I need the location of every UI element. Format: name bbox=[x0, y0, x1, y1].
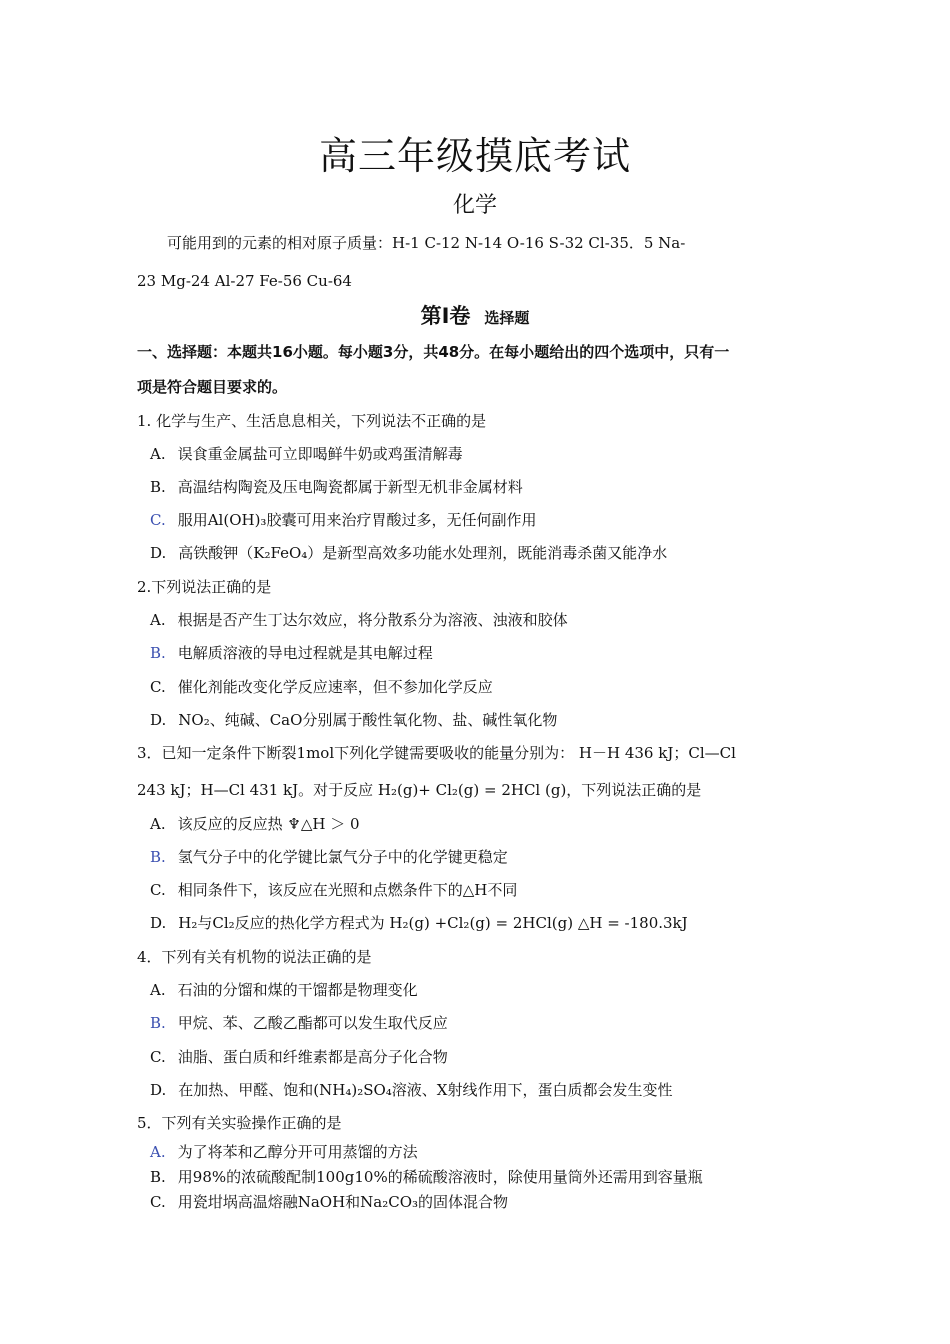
section-heading bbox=[0, 300, 950, 330]
intro-line-1: 可能用到的元素的相对原子质量：H-1 C-12 N-14 O-16 S-32 Cl-35．5 Na- bbox=[167, 234, 686, 252]
option-label: D. bbox=[150, 711, 167, 729]
option-label: C. bbox=[150, 511, 166, 529]
option-text: 氢气分子中的化学键比氯气分子中的化学键更稳定 bbox=[177, 848, 508, 866]
option-text: 油脂、蛋白质和纤维素都是高分子化合物 bbox=[177, 1048, 448, 1066]
option-label: A. bbox=[150, 611, 166, 629]
q2-option-d bbox=[150, 709, 557, 731]
option-label: B. bbox=[150, 1014, 166, 1032]
instructions-line-2: 项是符合题目要求的。 bbox=[137, 378, 288, 396]
q4-option-a bbox=[150, 979, 418, 1001]
option-text: 石油的分馏和煤的干馏都是物理变化 bbox=[177, 981, 418, 999]
option-label: C. bbox=[150, 678, 166, 696]
q1-option-b bbox=[150, 476, 523, 498]
option-label: B. bbox=[150, 644, 166, 662]
option-text: 高温结构陶瓷及压电陶瓷都属于新型无机非金属材料 bbox=[177, 478, 523, 496]
option-label: A. bbox=[150, 815, 166, 833]
page-title: 高三年级摸底考试 bbox=[318, 134, 631, 178]
q2-option-a bbox=[150, 609, 568, 631]
q2-option-b bbox=[150, 642, 433, 664]
q1-option-a bbox=[150, 443, 463, 465]
q4-option-b bbox=[150, 1012, 448, 1034]
instructions-line-1: 一、选择题：本题共16小题。每小题3分，共48分。在每小题给出的四个选项中，只有一 bbox=[137, 343, 730, 361]
q3-option-b bbox=[150, 846, 508, 868]
q2-option-c bbox=[150, 676, 493, 698]
option-label: C. bbox=[150, 1193, 166, 1211]
option-label: A. bbox=[150, 445, 166, 463]
option-text: 该反应的反应热 ♆△H ＞ 0 bbox=[177, 815, 360, 833]
option-label: C. bbox=[150, 881, 166, 899]
question-3-stem-2: 243 kJ；H—Cl 431 kJ。对于反应 H₂(g)+ Cl₂(g) = 2HCl (g)，下列说法正确的是 bbox=[137, 781, 702, 799]
option-label: C. bbox=[150, 1048, 166, 1066]
option-label: D. bbox=[150, 1081, 167, 1099]
question-5-stem: 5．下列有关实验操作正确的是 bbox=[137, 1114, 342, 1132]
option-label: B. bbox=[150, 1168, 166, 1186]
option-text: 为了将苯和乙醇分开可用蒸馏的方法 bbox=[177, 1143, 418, 1161]
question-2-stem: 2.下列说法正确的是 bbox=[137, 578, 272, 596]
q3-option-d bbox=[150, 912, 688, 934]
option-text: H₂与Cl₂反应的热化学方程式为 H₂(g) +Cl₂(g) = 2HCl(g) △H = -180.3kJ bbox=[178, 914, 688, 932]
q4-option-c bbox=[150, 1046, 448, 1068]
option-label: D. bbox=[150, 914, 167, 932]
option-text: 用瓷坩埚高温熔融NaOH和Na₂CO₃的固体混合物 bbox=[177, 1193, 509, 1211]
q5-option-a bbox=[150, 1141, 418, 1163]
option-text: 相同条件下，该反应在光照和点燃条件下的△H不同 bbox=[177, 881, 518, 899]
q3-option-a bbox=[150, 813, 360, 835]
subject-title: 化学 bbox=[452, 193, 497, 218]
option-text: 服用Al(OH)₃胶囊可用来治疗胃酸过多，无任何副作用 bbox=[177, 511, 537, 529]
option-label: A. bbox=[150, 1143, 166, 1161]
option-label: A. bbox=[150, 981, 166, 999]
question-1-stem: 1. 化学与生产、生活息息相关，下列说法不正确的是 bbox=[137, 412, 487, 430]
question-4-stem: 4．下列有关有机物的说法正确的是 bbox=[137, 948, 372, 966]
q3-option-c bbox=[150, 879, 517, 901]
question-3-stem-1: 3．已知一定条件下断裂1mol下列化学键需要吸收的能量分别为： H－H 436 kJ；Cl—Cl bbox=[137, 744, 736, 762]
option-text: 甲烷、苯、乙酸乙酯都可以发生取代反应 bbox=[177, 1014, 448, 1032]
section-main: 第Ⅰ卷 bbox=[420, 304, 471, 328]
option-text: 在加热、甲醛、饱和(NH₄)₂SO₄溶液、X射线作用下，蛋白质都会发生变性 bbox=[178, 1081, 673, 1099]
option-text: 误食重金属盐可立即喝鲜牛奶或鸡蛋清解毒 bbox=[177, 445, 463, 463]
intro-line-2: 23 Mg-24 Al-27 Fe-56 Cu-64 bbox=[137, 272, 352, 290]
q4-option-d bbox=[150, 1079, 672, 1101]
option-text: NO₂、纯碱、CaO分别属于酸性氧化物、盐、碱性氧化物 bbox=[178, 711, 558, 729]
q5-option-b bbox=[150, 1166, 703, 1188]
option-text: 高铁酸钾（K₂FeO₄）是新型高效多功能水处理剂，既能消毒杀菌又能净水 bbox=[178, 544, 668, 562]
q1-option-d bbox=[150, 542, 667, 564]
option-text: 用98%的浓硫酸配制100g10%的稀硫酸溶液时，除使用量筒外还需用到容量瓶 bbox=[177, 1168, 703, 1186]
option-text: 根据是否产生丁达尔效应，将分散系分为溶液、浊液和胶体 bbox=[177, 611, 568, 629]
q5-option-c bbox=[150, 1191, 508, 1213]
option-label: B. bbox=[150, 478, 166, 496]
option-text: 催化剂能改变化学反应速率，但不参加化学反应 bbox=[177, 678, 493, 696]
option-text: 电解质溶液的导电过程就是其电解过程 bbox=[177, 644, 433, 662]
option-label: D. bbox=[150, 544, 167, 562]
q1-option-c bbox=[150, 509, 536, 531]
option-label: B. bbox=[150, 848, 166, 866]
section-sub: 选择题 bbox=[484, 309, 530, 327]
